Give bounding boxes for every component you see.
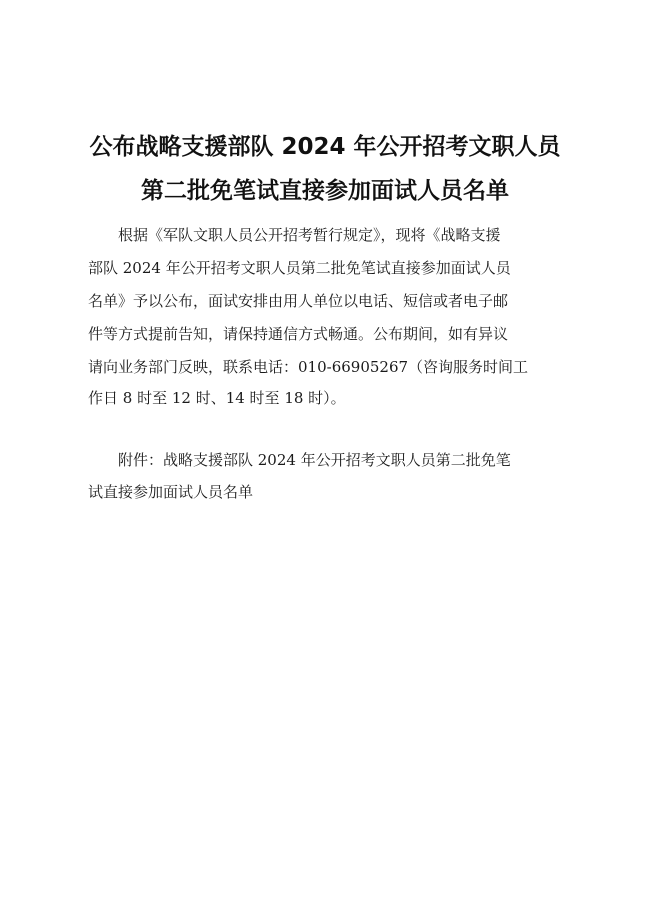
- attachment-paragraph: [88, 450, 566, 510]
- document-title-line-1: 公布战略支援部队 2024 年公开招考文职人员: [89, 134, 561, 160]
- paragraph-line: 名单》予以公布，面试安排由用人单位以电话、短信或者电子邮: [88, 292, 509, 310]
- paragraph-line: 部队 2024 年公开招考文职人员第二批免笔试直接参加面试人员: [88, 259, 511, 277]
- notice-paragraph: [88, 225, 566, 405]
- document-title-line-2: 第二批免笔试直接参加面试人员名单: [141, 178, 509, 204]
- attachment-line: 附件：战略支援部队 2024 年公开招考文职人员第二批免笔: [118, 451, 511, 469]
- paragraph-line: 请向业务部门反映，联系电话：010-66905267（咨询服务时间工: [88, 358, 529, 376]
- paragraph-line: 作日 8 时至 12 时、14 时至 18 时）。: [88, 389, 346, 407]
- paragraph-line: 根据《军队文职人员公开招考暂行规定》，现将《战略支援: [118, 226, 501, 244]
- attachment-line: 试直接参加面试人员名单: [88, 483, 254, 501]
- paragraph-line: 件等方式提前告知，请保持通信方式畅通。公布期间，如有异议: [88, 325, 509, 343]
